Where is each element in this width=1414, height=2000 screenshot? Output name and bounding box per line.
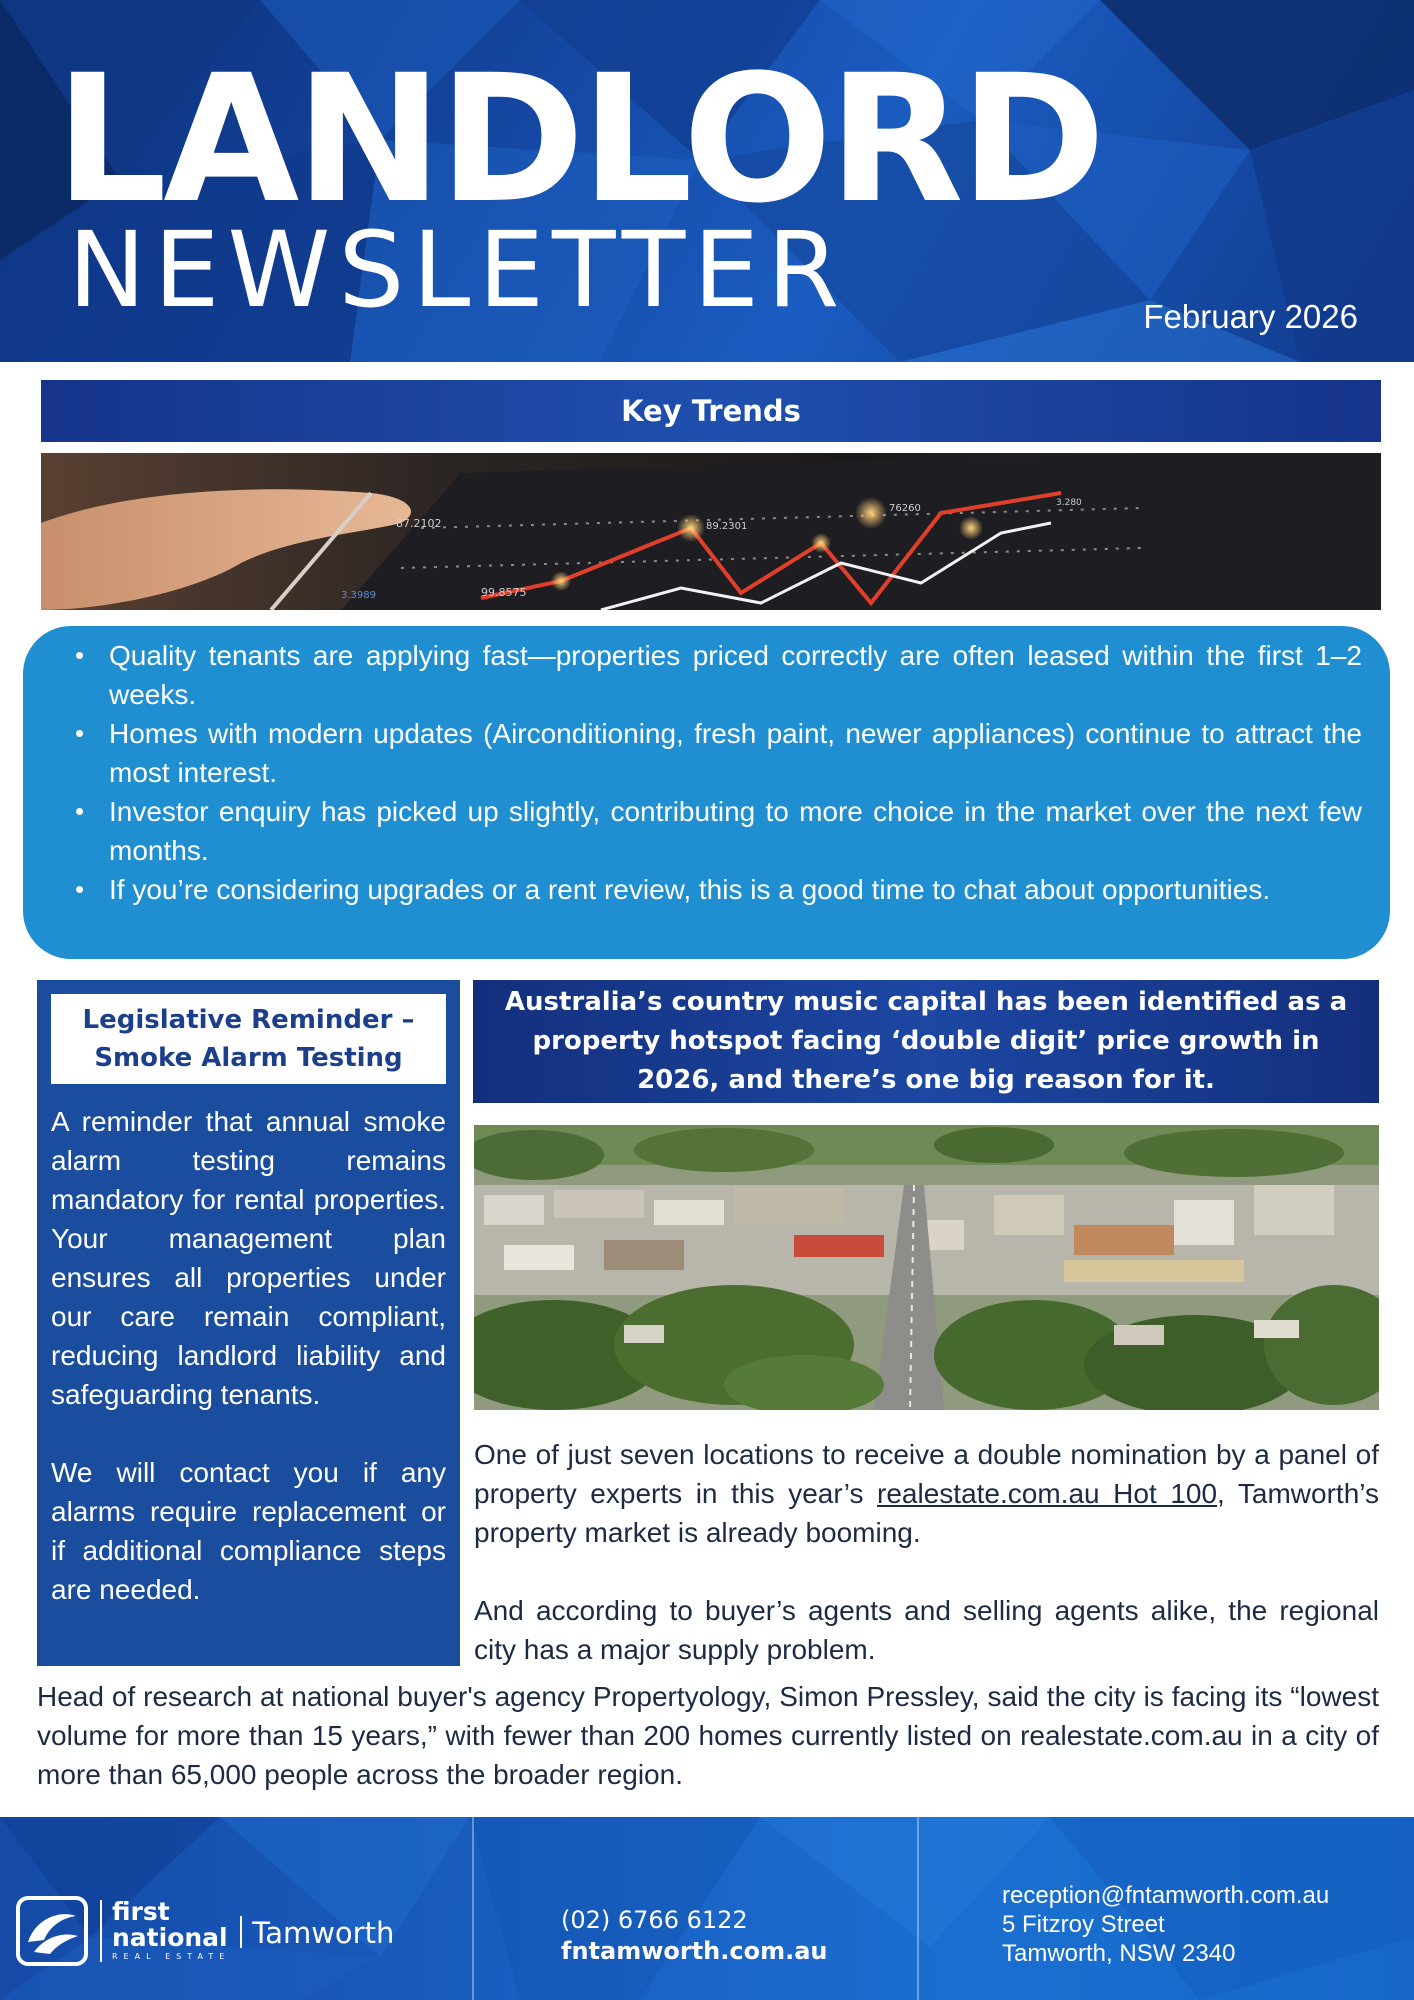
footer-divider	[472, 1817, 474, 2000]
article-headline-box	[473, 980, 1379, 1103]
bullet-icon: •	[75, 796, 85, 826]
key-trends-list	[55, 636, 1362, 909]
bullet-icon: •	[75, 718, 85, 748]
key-trends-heading-bar	[41, 380, 1381, 442]
town-photo-illustration	[474, 1125, 1379, 1410]
sidebar-body	[51, 1102, 446, 1609]
legislative-reminder-sidebar	[37, 980, 460, 1666]
contact-address	[1002, 1881, 1329, 1968]
hot-100-link[interactable]: realestate.com.au Hot 100	[877, 1478, 1218, 1509]
article-paragraph-3: Head of research at national buyer's agency Propertyology, Simon Pressley, said the city is facing its “lowest volume for more than 15 years,” with fewer than 200 homes currently listed on realestate.com.au in a city of more than 65,000 people across the broader region.	[37, 1681, 1379, 1790]
chart-banner-illustration	[41, 453, 1381, 610]
key-trend-item: • Homes with modern updates (Airconditioning, fresh paint, newer appliances) continue to attract the most interest.	[55, 714, 1362, 792]
logo-divider	[100, 1900, 102, 1962]
article-headline: Australia’s country music capital has been identified as a property hotspot facing ‘double digit’ price growth in 2026, and there’s one big reason for it.	[504, 987, 1348, 1095]
bullet-icon: •	[75, 874, 85, 904]
banner-label-2: 89.2301	[706, 521, 748, 532]
website-link[interactable]: fntamworth.com.au	[561, 1937, 828, 1965]
tamworth-aerial-photo	[474, 1125, 1379, 1410]
newsletter-subtitle: NEWSLETTER	[68, 209, 848, 331]
banner-label-4: 3.280	[1056, 498, 1082, 508]
key-trend-item: • Quality tenants are applying fast—properties priced correctly are often leased within the first 1–2 weeks.	[55, 636, 1362, 714]
footer-divider	[917, 1817, 919, 2000]
article-paragraph-1: One of just seven locations to receive a double nomination by a panel of property experts in this year’s realestate.com.au Hot 100, Tamworth’s property market is already booming.	[474, 1439, 1379, 1548]
logo-divider	[240, 1916, 242, 1948]
sidebar-paragraph-2: We will contact you if any alarms require replacement or if additional compliance steps are needed.	[51, 1457, 446, 1605]
market-chart-banner-image	[41, 453, 1381, 610]
banner-label-3: 76260	[889, 503, 921, 514]
key-trend-item: • If you’re considering upgrades or a rent review, this is a good time to chat about opportunities.	[55, 870, 1362, 909]
banner-label-1: 87.2102	[396, 517, 442, 530]
logo-wordmark: first national REAL ESTATE	[112, 1897, 231, 1961]
address-line-1: 5 Fitzroy Street	[1002, 1911, 1165, 1938]
sidebar-title-line2: Smoke Alarm Testing	[94, 1043, 403, 1073]
office-location: Tamworth	[252, 1916, 395, 1950]
sidebar-title-box	[51, 994, 446, 1084]
article-paragraph-2: And according to buyer’s agents and selling agents alike, the regional city has a major supply problem.	[474, 1595, 1379, 1665]
key-trends-heading: Key Trends	[621, 394, 801, 428]
banner-label-6: 3.3989	[341, 590, 376, 601]
sidebar-title-line1: Legislative Reminder –	[82, 1005, 415, 1035]
newsletter-title: LANDLORD	[55, 37, 1102, 242]
issue-date: February 2026	[1143, 298, 1358, 335]
address-line-2: Tamworth, NSW 2340	[1002, 1940, 1236, 1967]
key-trends-panel	[23, 626, 1390, 959]
key-trend-item: • Investor enquiry has picked up slightly, contributing to more choice in the market over the next few months.	[55, 792, 1362, 870]
email-link[interactable]: reception@fntamworth.com.au	[1002, 1882, 1330, 1909]
first-national-logo-icon	[16, 1896, 88, 1966]
phone-number[interactable]: (02) 6766 6122	[561, 1906, 748, 1934]
banner-label-5: 99.8575	[481, 586, 527, 599]
bullet-icon: •	[75, 640, 85, 670]
article-body	[474, 1435, 1379, 1669]
sidebar-paragraph-1: A reminder that annual smoke alarm testing remains mandatory for rental properties. Your management plan ensures all properties under our care remain compliant, reducing landlord liability and safeguarding tenants.	[51, 1106, 446, 1410]
first-national-logo[interactable]	[16, 1896, 394, 1966]
newsletter-header	[0, 0, 1414, 362]
contact-phone-web	[561, 1905, 828, 1967]
